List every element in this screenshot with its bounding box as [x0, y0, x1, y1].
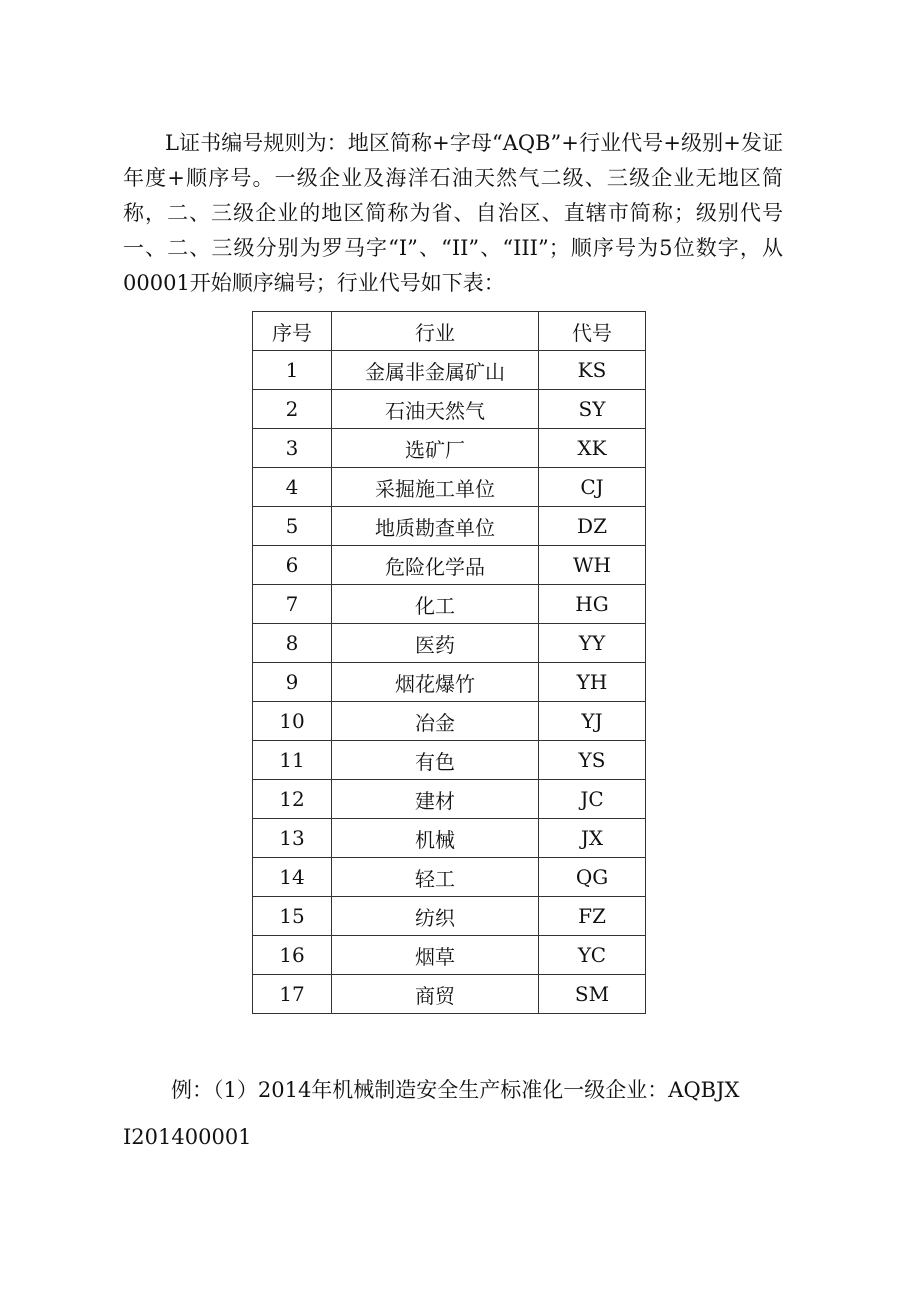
table-row — [253, 390, 646, 429]
cell-index: 11 — [253, 741, 332, 780]
table-row — [253, 897, 646, 936]
cell-index: 8 — [253, 624, 332, 663]
industry-code-table — [252, 311, 646, 1014]
cell-industry: 地质勘查单位 — [332, 507, 539, 546]
cell-index: 5 — [253, 507, 332, 546]
cell-industry: 机械 — [332, 819, 539, 858]
header-index: 序号 — [253, 312, 332, 351]
table-row — [253, 429, 646, 468]
table-row — [253, 936, 646, 975]
table-row — [253, 975, 646, 1014]
cell-code: XK — [539, 429, 646, 468]
cell-industry: 轻工 — [332, 858, 539, 897]
cell-industry: 医药 — [332, 624, 539, 663]
cell-index: 9 — [253, 663, 332, 702]
cell-index: 4 — [253, 468, 332, 507]
example-line-1 — [123, 1073, 783, 1108]
cell-index: 13 — [253, 819, 332, 858]
header-industry: 行业 — [332, 312, 539, 351]
table-body — [253, 351, 646, 1014]
cell-index: 17 — [253, 975, 332, 1014]
cell-code: YY — [539, 624, 646, 663]
cell-index: 10 — [253, 702, 332, 741]
table-row — [253, 780, 646, 819]
table-row — [253, 585, 646, 624]
cell-industry: 石油天然气 — [332, 390, 539, 429]
cell-code: FZ — [539, 897, 646, 936]
header-code: 代号 — [539, 312, 646, 351]
cell-industry: 商贸 — [332, 975, 539, 1014]
cell-index: 1 — [253, 351, 332, 390]
example-line-2: I201400001 — [123, 1125, 252, 1149]
cell-index: 3 — [253, 429, 332, 468]
cell-code: YH — [539, 663, 646, 702]
intro-paragraph — [123, 126, 783, 301]
cell-industry: 化工 — [332, 585, 539, 624]
intro-text: L证书编号规则为：地区简称+字母“AQB”+行业代号+级别+发证年度+顺序号。一级企业及海洋石油天然气二级、三级企业无地区简称，二、三级企业的地区简称为省、自治区、直辖市简称；级别代号一、二、三级分别为罗马字“I”、“II”、“III”；顺序号为5位数字，从00001开始顺序编号；行业代号如下表： — [123, 131, 783, 295]
cell-index: 2 — [253, 390, 332, 429]
cell-industry: 金属非金属矿山 — [332, 351, 539, 390]
table-row — [253, 702, 646, 741]
cell-code: YC — [539, 936, 646, 975]
cell-code: CJ — [539, 468, 646, 507]
cell-code: YJ — [539, 702, 646, 741]
cell-industry: 选矿厂 — [332, 429, 539, 468]
table-row — [253, 507, 646, 546]
table-row — [253, 351, 646, 390]
cell-code: DZ — [539, 507, 646, 546]
cell-index: 6 — [253, 546, 332, 585]
cell-industry: 建材 — [332, 780, 539, 819]
cell-code: JX — [539, 819, 646, 858]
table-row — [253, 858, 646, 897]
cell-industry: 危险化学品 — [332, 546, 539, 585]
table-row — [253, 468, 646, 507]
cell-code: JC — [539, 780, 646, 819]
cell-industry: 采掘施工单位 — [332, 468, 539, 507]
cell-industry: 烟草 — [332, 936, 539, 975]
cell-index: 15 — [253, 897, 332, 936]
table-row — [253, 546, 646, 585]
cell-code: SM — [539, 975, 646, 1014]
cell-industry: 纺织 — [332, 897, 539, 936]
cell-industry: 有色 — [332, 741, 539, 780]
cell-code: QG — [539, 858, 646, 897]
cell-index: 16 — [253, 936, 332, 975]
cell-code: SY — [539, 390, 646, 429]
table-header-row — [253, 312, 646, 351]
cell-industry: 烟花爆竹 — [332, 663, 539, 702]
cell-code: KS — [539, 351, 646, 390]
cell-industry: 冶金 — [332, 702, 539, 741]
cell-index: 12 — [253, 780, 332, 819]
cell-code: WH — [539, 546, 646, 585]
cell-code: HG — [539, 585, 646, 624]
cell-index: 7 — [253, 585, 332, 624]
table-row — [253, 663, 646, 702]
table-row — [253, 819, 646, 858]
table-row — [253, 741, 646, 780]
example-text: 例：（1）2014年机械制造安全生产标准化一级企业：AQBJX — [171, 1078, 740, 1102]
table-row — [253, 624, 646, 663]
cell-code: YS — [539, 741, 646, 780]
cell-index: 14 — [253, 858, 332, 897]
